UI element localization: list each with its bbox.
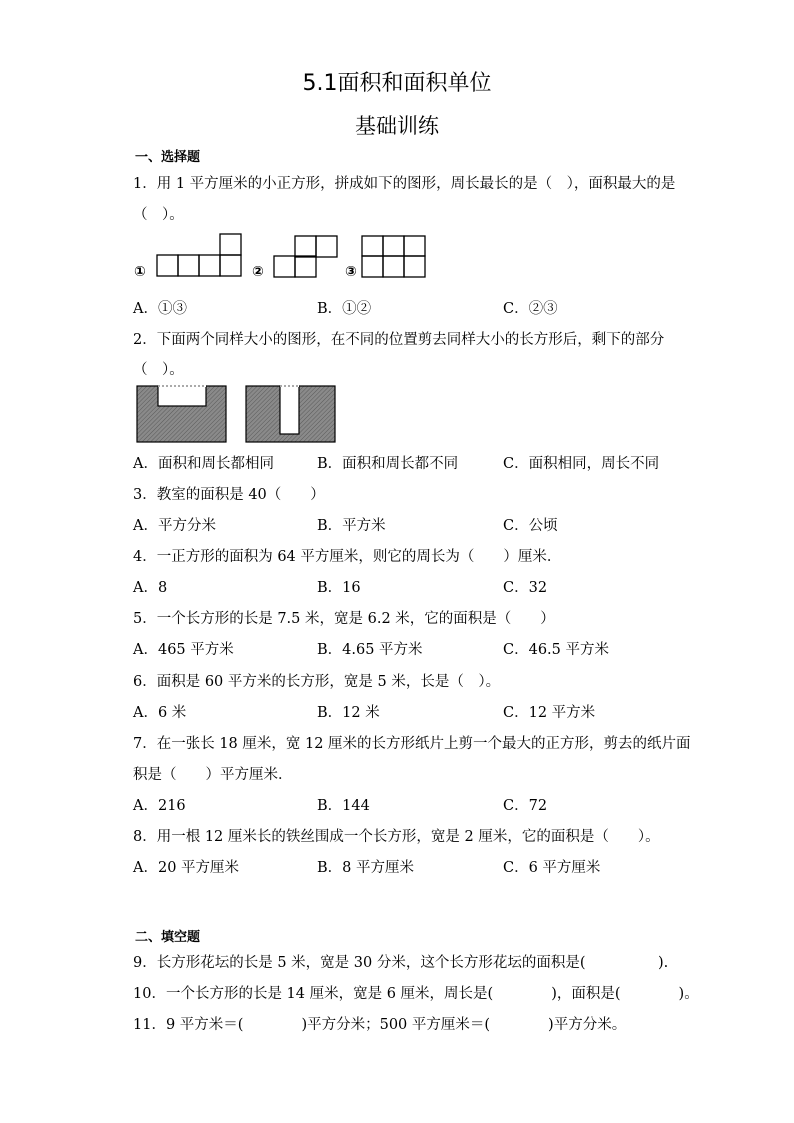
q3-option-b[interactable]: B．平方米 bbox=[317, 518, 386, 534]
figure-3 bbox=[360, 235, 428, 278]
question-3-text: 3．教室的面积是 40（ ） bbox=[133, 487, 325, 503]
q5-option-b[interactable]: B．4.65 平方米 bbox=[317, 642, 423, 658]
q8-option-a[interactable]: A．20 平方厘米 bbox=[133, 860, 240, 876]
q2-option-a[interactable]: A．面积和周长都相同 bbox=[133, 456, 274, 472]
q4-option-b[interactable]: B．16 bbox=[317, 580, 361, 596]
page-title: 5.1面积和面积单位 bbox=[302, 71, 492, 96]
q8-option-b[interactable]: B．8 平方厘米 bbox=[317, 860, 414, 876]
question-10-text: 10．一个长方形的长是 14 厘米，宽是 6 厘米，周长是( )，面积是( )。 bbox=[133, 986, 699, 1002]
figure-label-3: ③ bbox=[345, 264, 357, 280]
question-9-text: 9．长方形花坛的长是 5 米，宽是 30 分米，这个长方形花坛的面积是( ). bbox=[133, 955, 669, 971]
q2-option-b[interactable]: B．面积和周长都不同 bbox=[317, 456, 459, 472]
q3-option-c[interactable]: C．公顷 bbox=[503, 518, 558, 534]
figure-1 bbox=[155, 233, 245, 278]
q6-option-a[interactable]: A．6 米 bbox=[133, 705, 187, 721]
q3-option-a[interactable]: A．平方分米 bbox=[133, 518, 216, 534]
shaded-figures bbox=[136, 384, 338, 444]
question-8-text: 8．用一根 12 厘米长的铁丝围成一个长方形，宽是 2 厘米，它的面积是（ ）。 bbox=[133, 829, 660, 845]
section-heading-fill: 二、填空题 bbox=[135, 930, 201, 945]
q8-option-c[interactable]: C．6 平方厘米 bbox=[503, 860, 601, 876]
figure-label-2: ② bbox=[252, 264, 264, 280]
q2-option-c[interactable]: C．面积相同，周长不同 bbox=[503, 456, 660, 472]
question-1-text: 1．用 1 平方厘米的小正方形，拼成如下的图形，周长最长的是（ ），面积最大的是 bbox=[133, 176, 676, 192]
q1-option-b[interactable]: B．①② bbox=[317, 301, 372, 317]
q7-option-c[interactable]: C．72 bbox=[503, 798, 548, 814]
q4-option-a[interactable]: A．8 bbox=[133, 580, 168, 596]
q1-option-c[interactable]: C．②③ bbox=[503, 301, 558, 317]
question-7-text: 7．在一张长 18 厘米，宽 12 厘米的长方形纸片上剪一个最大的正方形，剪去的纸片面 bbox=[133, 736, 691, 752]
page-subtitle: 基础训练 bbox=[355, 114, 439, 138]
question-4-text: 4．一正方形的面积为 64 平方厘米，则它的周长为（ ）厘米． bbox=[133, 549, 562, 565]
figure-label-1: ① bbox=[134, 264, 146, 280]
q6-option-c[interactable]: C．12 平方米 bbox=[503, 705, 596, 721]
question-6-text: 6．面积是 60 平方米的长方形，宽是 5 米，长是（ ）。 bbox=[133, 674, 501, 690]
figure-2 bbox=[272, 235, 340, 278]
q4-option-c[interactable]: C．32 bbox=[503, 580, 548, 596]
question-7-text-cont: 积是（ ）平方厘米． bbox=[133, 767, 293, 783]
q6-option-b[interactable]: B．12 米 bbox=[317, 705, 380, 721]
q7-option-b[interactable]: B．144 bbox=[317, 798, 370, 814]
q7-option-a[interactable]: A．216 bbox=[133, 798, 186, 814]
question-2-text: 2．下面两个同样大小的图形，在不同的位置剪去同样大小的长方形后，剩下的部分 bbox=[133, 332, 665, 348]
question-11-text: 11．9 平方米＝( )平方分米；500 平方厘米＝( )平方分米。 bbox=[133, 1017, 627, 1033]
q1-option-a[interactable]: A．①③ bbox=[133, 301, 187, 317]
question-2-text-cont: （ ）。 bbox=[133, 362, 184, 378]
question-1-text-cont: （ ）。 bbox=[133, 207, 184, 223]
question-5-text: 5．一个长方形的长是 7.5 米，宽是 6.2 米，它的面积是（ ） bbox=[133, 611, 555, 627]
q5-option-c[interactable]: C．46.5 平方米 bbox=[503, 642, 609, 658]
q5-option-a[interactable]: A．465 平方米 bbox=[133, 642, 234, 658]
section-heading-choice: 一、选择题 bbox=[135, 150, 201, 165]
